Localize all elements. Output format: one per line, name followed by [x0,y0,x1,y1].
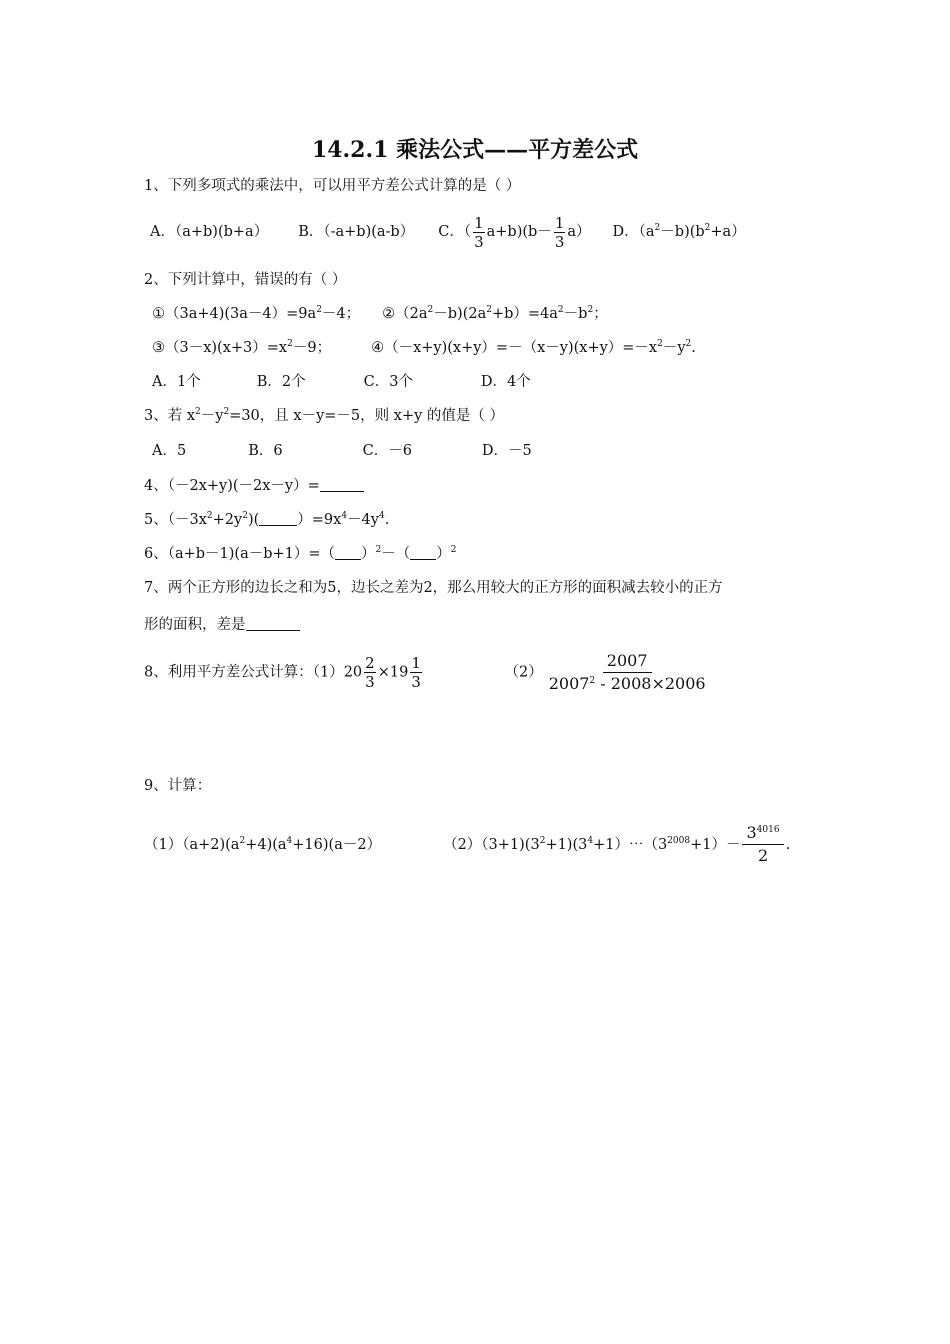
q2-option-a: A．1个 [152,374,201,390]
question-9-parts [144,822,790,867]
q2-item-4: $④(-x+y)(x+y)=-(x-y)(x+y)=-x^2-y^2$. [371,339,696,356]
q3-option-a: A．5 [152,443,187,459]
question-8: 8、利用平方差公式计算：（1）20 $\frac{2}{3}$ ×19 $\frac{1}{3}$ （2） $\frac{2007}{2007^2 - 2008\times 2006}$ [144,650,712,695]
answer-blank[interactable] [246,616,300,631]
q1-option-b: B．（-a+b)(a-b） [298,224,415,240]
answer-blank[interactable] [410,545,436,560]
question-5: 5、$(-3x^2+2y^2)$( ）$=9x^4-4y^4$. [144,511,390,528]
q1-option-a: A．（a+b)(b+a） [150,224,269,240]
question-3-options [152,441,532,461]
question-2-stem: 2、下列计算中，错误的有（ ） [144,272,347,288]
q9-part-1: $(1)(a+2)(a^2+4)(a^4+16)(a-2)$ [144,835,382,853]
question-4: 4、（－2x+y)(－2x－y）= [144,476,364,496]
q3-option-c: C．－6 [362,443,412,459]
q2-item-2: $②(2a^2-b)(2a^2+b)=4a^2-b^2$； [382,305,608,322]
q2-option-c: C．3个 [363,374,413,390]
question-7-line-2: 形的面积，差是 [144,615,300,635]
answer-blank[interactable] [335,545,361,560]
q1-option-d: D．$(a^2-b)(b^2+a)$ [612,223,746,240]
q2-option-d: D．4个 [480,374,531,390]
question-2-row-1 [152,304,608,324]
q1-option-c: C．（ $\frac{1}{3}$ a+b)(b－ $\frac{1}{3}$ a） [438,213,591,251]
fraction-one-third: $\frac{1}{3}$ [474,213,484,251]
answer-blank[interactable] [320,477,364,492]
fraction-one-third: $\frac{1}{3}$ [411,654,421,691]
question-3-stem: 3、若 $x^2-y^2=30$，且 x－y=－5，则 x+y 的值是（ ） [144,407,504,424]
fraction-one-third: $\frac{1}{3}$ [554,213,565,251]
q2-item-3: $③(3-x)(x+3)=x^2-9$； [152,339,332,356]
q9-part-2: $(2)(3+1)(3^2+1)(3^4+1)\cdots(3^{2008}+1)-$ $\frac{3^{4016}}{2}$ . [443,823,791,865]
question-7-line-1: 7、两个正方形的边长之和为5，边长之差为2，那么用较大的正方形的面积减去较小的正方 [144,580,723,596]
page-title: 14.2.1 乘法公式——平方差公式 [311,137,639,163]
fraction-two-thirds: $\frac{2}{3}$ [365,654,375,691]
q3-option-b: B．6 [248,443,283,459]
question-6: 6、（a+b－1)(a－b+1）=（ ）$^2$－（ ）$^2$ [144,545,457,562]
question-2-row-2 [152,338,696,358]
q2-option-b: B．2个 [256,374,306,390]
question-1-options [150,212,746,252]
question-2-options [152,372,531,392]
fraction-power-over-two: $\frac{3^{4016}}{2}$ [742,822,783,867]
q2-item-1: $①(3a+4)(3a-4)=9a^2-4$； [152,305,361,322]
q3-option-d: D．－5 [481,443,532,459]
fraction-2007-expression: $\frac{2007}{2007^2 - 2008\times 2006}$ [548,651,706,693]
question-9-stem: 9、计算： [144,778,212,794]
answer-blank[interactable] [259,511,297,526]
question-1-stem: 1、下列多项式的乘法中，可以用平方差公式计算的是（ ） [144,178,521,194]
